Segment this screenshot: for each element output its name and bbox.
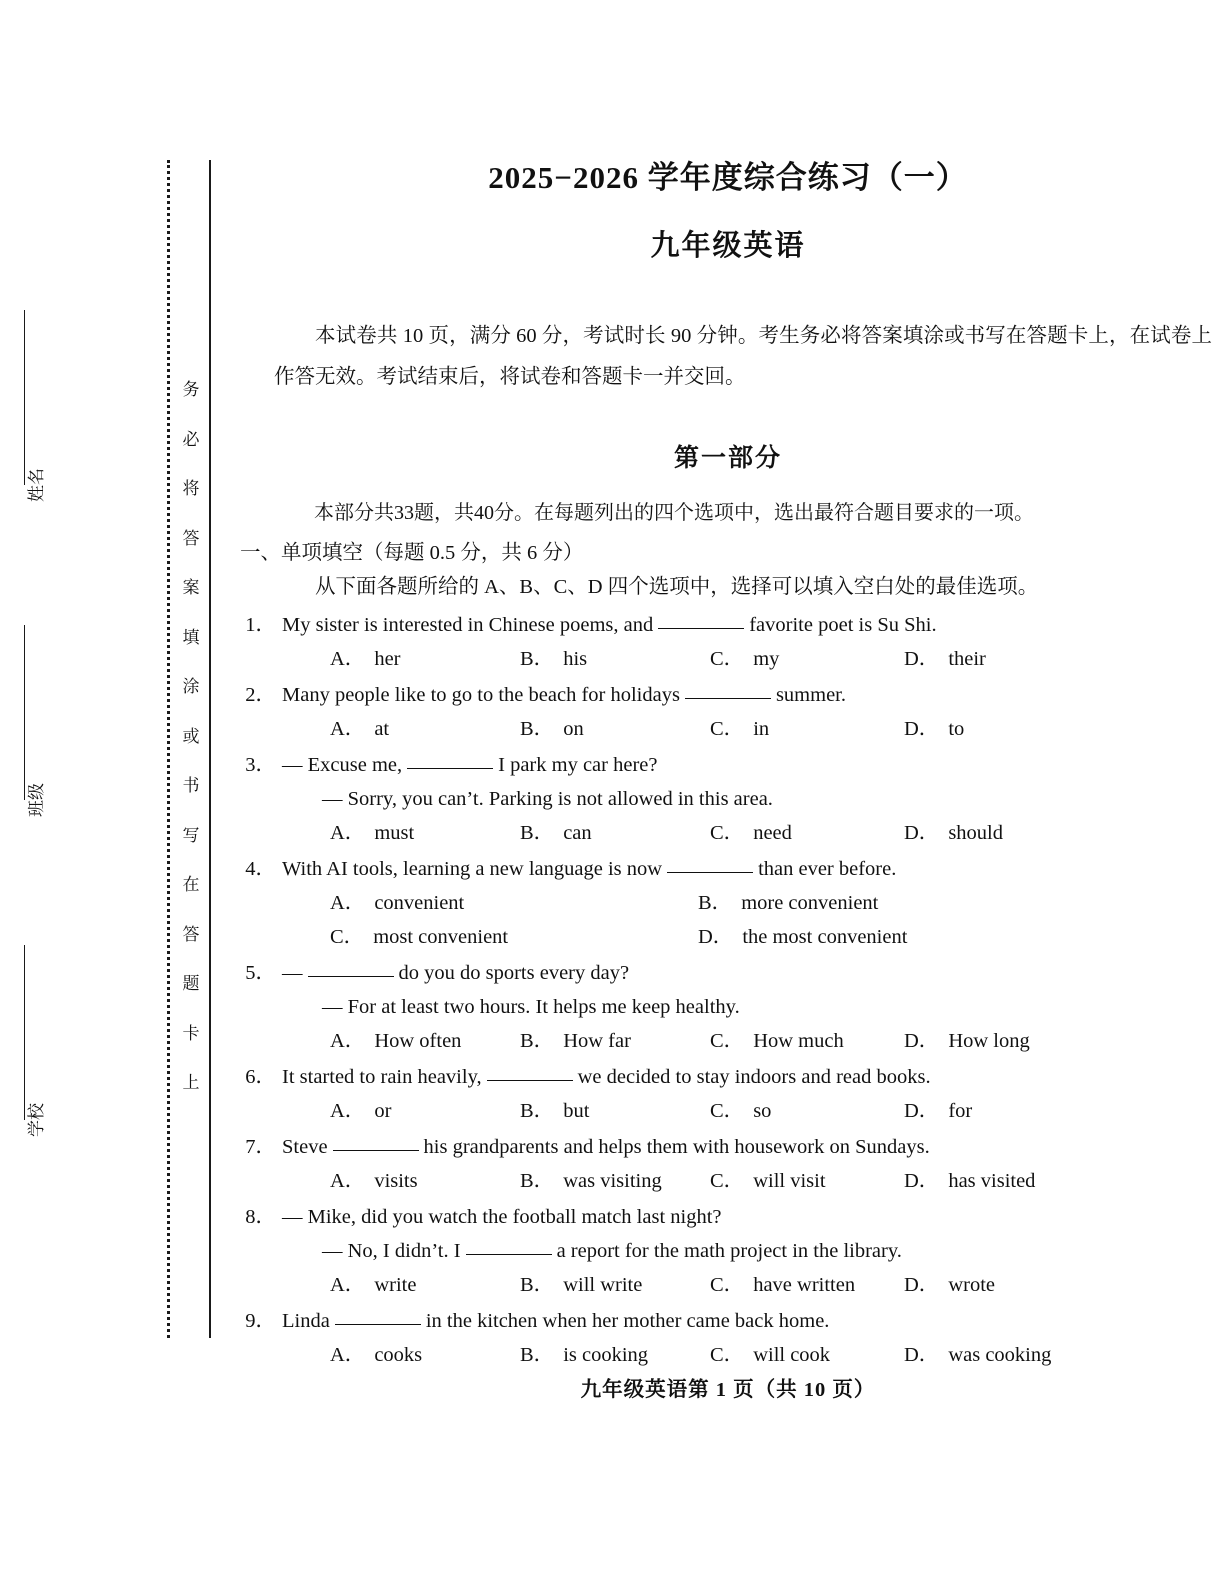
- answer-option[interactable]: [520, 1338, 648, 1372]
- seal-notice-char: 书: [182, 776, 200, 795]
- option-key: C．: [710, 648, 745, 670]
- question-item: [232, 748, 1224, 850]
- option-text: so: [753, 1100, 772, 1122]
- seal-vertical-notice: [176, 365, 206, 1108]
- answer-option[interactable]: [710, 1024, 844, 1058]
- seal-notice-char: 答: [182, 528, 200, 548]
- option-row: [232, 816, 1224, 850]
- question-stem-pre: With AI tools, learning a new language is now: [282, 858, 663, 880]
- seal-notice-char: 或: [182, 726, 200, 746]
- answer-option[interactable]: [330, 920, 508, 954]
- question-stem-pre: — No, I didn’t. I: [322, 1240, 461, 1262]
- option-text: How far: [563, 1030, 631, 1052]
- option-text: convenient: [374, 892, 465, 914]
- seal-notice-char: 在: [182, 875, 200, 894]
- question-number: 9．: [245, 1310, 276, 1332]
- answer-option[interactable]: [520, 712, 584, 746]
- option-key: C．: [710, 1100, 745, 1122]
- option-key: B．: [698, 892, 733, 914]
- answer-option[interactable]: [710, 1094, 771, 1128]
- option-key: D．: [904, 1274, 940, 1296]
- option-text: is cooking: [563, 1344, 649, 1366]
- part-description: 本部分共33题，共40分。在每题列出的四个选项中，选出最符合题目要求的一项。: [314, 502, 1034, 524]
- question-item: [232, 1304, 1224, 1372]
- option-key: C．: [710, 1030, 745, 1052]
- question-stem-pre: — Mike, did you watch the football match last night?: [282, 1206, 722, 1228]
- option-text: was visiting: [563, 1170, 662, 1192]
- option-text: at: [374, 718, 390, 740]
- answer-blank[interactable]: [487, 1080, 573, 1081]
- seal-notice-char: 写: [182, 825, 200, 845]
- answer-blank[interactable]: [685, 698, 771, 699]
- option-text: How often: [374, 1030, 462, 1052]
- option-row: [232, 1164, 1224, 1198]
- section-heading: 一、单项填空（每题 0.5 分，共 6 分）: [240, 542, 584, 564]
- page-footer: 九年级英语第 1 页（共 10 页）: [580, 1379, 876, 1401]
- seal-field-class[interactable]: [0, 625, 170, 817]
- seal-notice-char: 上: [182, 1073, 200, 1092]
- option-key: C．: [710, 718, 745, 740]
- option-key: A．: [330, 718, 366, 740]
- option-text: will visit: [753, 1170, 826, 1192]
- option-key: A．: [330, 1170, 366, 1192]
- question-stem-post: do you do sports every day?: [398, 962, 630, 984]
- question-stem-post: than ever before.: [758, 858, 897, 880]
- seal-field-class-label: 班级: [27, 783, 46, 817]
- answer-option[interactable]: [698, 920, 907, 954]
- question-item: [232, 852, 1224, 954]
- option-key: A．: [330, 648, 366, 670]
- option-key: C．: [710, 1274, 745, 1296]
- seal-field-class-rule: [24, 625, 25, 800]
- question-text-line: [232, 956, 1224, 990]
- answer-option[interactable]: [710, 1164, 826, 1198]
- option-row: [232, 712, 1224, 746]
- answer-blank[interactable]: [308, 976, 394, 977]
- option-text: her: [374, 648, 401, 670]
- answer-option[interactable]: [710, 1268, 855, 1302]
- option-text: write: [374, 1274, 417, 1296]
- option-row: [232, 1094, 1224, 1128]
- option-text: for: [948, 1100, 973, 1122]
- answer-option[interactable]: [904, 642, 986, 676]
- answer-option[interactable]: [520, 1094, 589, 1128]
- question-number: 2．: [245, 684, 276, 706]
- question-number: 1．: [245, 614, 276, 636]
- question-stem-post: a report for the math project in the library.: [556, 1240, 902, 1262]
- question-item: [232, 608, 1224, 676]
- question-text-line: [232, 1234, 1224, 1268]
- seal-notice-char: 必: [182, 429, 200, 449]
- question-text-line: [232, 1130, 1224, 1164]
- answer-option[interactable]: [330, 1164, 418, 1198]
- seal-notice-char: 填: [182, 627, 200, 647]
- option-row: [232, 1338, 1224, 1372]
- question-number: 4．: [245, 858, 276, 880]
- option-key: B．: [520, 718, 555, 740]
- option-text: should: [948, 822, 1003, 844]
- option-text: most convenient: [373, 926, 509, 948]
- question-stem-post: favorite poet is Su Shi.: [749, 614, 937, 636]
- question-stem-pre: Steve: [282, 1136, 328, 1158]
- answer-option[interactable]: [904, 1094, 972, 1128]
- answer-option[interactable]: [710, 642, 779, 676]
- option-key: D．: [698, 926, 734, 948]
- question-number: 5．: [245, 962, 276, 984]
- seal-field-name[interactable]: [0, 310, 170, 502]
- answer-blank[interactable]: [333, 1150, 419, 1151]
- answer-blank[interactable]: [407, 768, 493, 769]
- option-text: his: [563, 648, 588, 670]
- answer-blank[interactable]: [335, 1324, 421, 1325]
- question-stem-post: summer.: [775, 684, 846, 706]
- question-stem-post: I park my car here?: [498, 754, 658, 776]
- answer-option[interactable]: [330, 886, 464, 920]
- option-key: C．: [710, 1344, 745, 1366]
- option-text: have written: [753, 1274, 856, 1296]
- option-text: or: [374, 1100, 392, 1122]
- option-key: B．: [520, 1170, 555, 1192]
- question-text-line: [232, 990, 1224, 1024]
- question-number: 3．: [245, 754, 276, 776]
- option-text: has visited: [948, 1170, 1036, 1192]
- seal-field-name-rule: [24, 310, 25, 485]
- option-key: D．: [904, 1100, 940, 1122]
- part-heading: 第一部分: [673, 444, 782, 472]
- option-text: must: [374, 822, 415, 844]
- question-item: [232, 678, 1224, 746]
- answer-option[interactable]: [710, 816, 792, 850]
- option-key: D．: [904, 1030, 940, 1052]
- question-stem-post: his grandparents and helps them with housework on Sundays.: [423, 1136, 930, 1158]
- section-description: 从下面各题所给的 A、B、C、D 四个选项中，选择可以填入空白处的最佳选项。: [315, 576, 1039, 598]
- option-key: D．: [904, 822, 940, 844]
- option-key: D．: [904, 1170, 940, 1192]
- option-key: C．: [710, 822, 745, 844]
- seal-line-area: [0, 0, 230, 1584]
- answer-option[interactable]: [520, 1164, 662, 1198]
- answer-option[interactable]: [520, 816, 592, 850]
- question-list: [232, 608, 1224, 1372]
- option-text: can: [563, 822, 592, 844]
- question-text-line: [232, 1200, 1224, 1234]
- question-text-line: [232, 748, 1224, 782]
- option-key: C．: [330, 926, 365, 948]
- seal-dotted-rule: [167, 160, 170, 1338]
- question-stem-pre: My sister is interested in Chinese poems, and: [282, 614, 654, 636]
- option-row: [232, 886, 1224, 920]
- option-row: [232, 1024, 1224, 1058]
- question-stem-pre: Many people like to go to the beach for holidays: [282, 684, 680, 706]
- question-item: [232, 956, 1224, 1058]
- option-key: B．: [520, 1030, 555, 1052]
- option-key: B．: [520, 1274, 555, 1296]
- answer-option[interactable]: [330, 712, 389, 746]
- option-text: cooks: [374, 1344, 423, 1366]
- seal-solid-rule: [209, 160, 211, 1338]
- option-key: A．: [330, 1100, 366, 1122]
- option-text: will cook: [753, 1344, 831, 1366]
- option-key: A．: [330, 1344, 366, 1366]
- option-row: [232, 642, 1224, 676]
- seal-notice-char: 务: [182, 380, 200, 399]
- option-text: need: [753, 822, 792, 844]
- question-number: 8．: [245, 1206, 276, 1228]
- option-text: on: [563, 718, 584, 740]
- seal-notice-char: 卡: [182, 1023, 200, 1043]
- seal-field-school[interactable]: [0, 945, 170, 1137]
- question-stem-post: we decided to stay indoors and read books.: [577, 1066, 931, 1088]
- question-stem-pre: — Sorry, you can’t. Parking is not allowed in this area.: [322, 788, 773, 810]
- seal-notice-char: 涂: [182, 677, 200, 696]
- question-text-line: [232, 852, 1224, 886]
- option-key: B．: [520, 648, 555, 670]
- question-item: [232, 1130, 1224, 1198]
- option-key: D．: [904, 648, 940, 670]
- answer-option[interactable]: [330, 642, 401, 676]
- seal-field-name-label: 姓名: [27, 468, 46, 502]
- answer-option[interactable]: [330, 1094, 391, 1128]
- answer-option[interactable]: [904, 1024, 1030, 1058]
- option-key: A．: [330, 1030, 366, 1052]
- seal-field-school-rule: [24, 945, 25, 1120]
- option-key: B．: [520, 822, 555, 844]
- option-key: B．: [520, 1100, 555, 1122]
- answer-option[interactable]: [698, 886, 878, 920]
- question-number: 7．: [245, 1136, 276, 1158]
- question-item: [232, 1200, 1224, 1302]
- exam-paper: [232, 0, 1224, 1584]
- option-key: B．: [520, 1344, 555, 1366]
- option-key: C．: [710, 1170, 745, 1192]
- option-text: my: [753, 648, 780, 670]
- option-text: will write: [563, 1274, 643, 1296]
- question-stem-post: in the kitchen when her mother came back home.: [425, 1310, 830, 1332]
- option-text: visits: [374, 1170, 418, 1192]
- answer-option[interactable]: [520, 1024, 631, 1058]
- option-text: How long: [948, 1030, 1030, 1052]
- question-text-line: [232, 1060, 1224, 1094]
- exam-instructions: 本试卷共 10 页，满分 60 分，考试时长 90 分钟。考生务必将答案填涂或书写在答题卡上，在试卷上作答无效。考试结束后，将试卷和答题卡一并交回。: [274, 325, 1212, 388]
- answer-blank[interactable]: [658, 628, 744, 629]
- answer-option[interactable]: [520, 1268, 642, 1302]
- option-text: How much: [753, 1030, 844, 1052]
- option-row: [232, 920, 1224, 954]
- answer-blank[interactable]: [466, 1254, 552, 1255]
- answer-option[interactable]: [330, 1268, 416, 1302]
- answer-option[interactable]: [520, 642, 587, 676]
- question-text-line: [232, 782, 1224, 816]
- question-text-line: [232, 608, 1224, 642]
- seal-notice-char: 将: [182, 479, 200, 498]
- exam-subtitle: 九年级英语: [650, 230, 806, 262]
- question-stem-pre: Linda: [282, 1310, 330, 1332]
- option-text: to: [948, 718, 965, 740]
- option-key: A．: [330, 1274, 366, 1296]
- answer-option[interactable]: [710, 712, 769, 746]
- exam-title: 2025−2026 学年度综合练习（一）: [488, 160, 968, 195]
- option-text: but: [563, 1100, 590, 1122]
- question-number: 6．: [245, 1066, 276, 1088]
- option-key: D．: [904, 718, 940, 740]
- answer-option[interactable]: [904, 1268, 995, 1302]
- seal-notice-char: 题: [182, 974, 200, 993]
- seal-notice-char: 答: [182, 924, 200, 944]
- answer-option[interactable]: [904, 712, 964, 746]
- option-text: more convenient: [741, 892, 879, 914]
- option-key: A．: [330, 892, 366, 914]
- question-stem-pre: —: [282, 962, 303, 984]
- question-stem-pre: It started to rain heavily,: [282, 1066, 482, 1088]
- option-key: D．: [904, 1344, 940, 1366]
- option-text: wrote: [948, 1274, 995, 1296]
- option-row: [232, 1268, 1224, 1302]
- answer-option[interactable]: [330, 816, 414, 850]
- answer-option[interactable]: [330, 1338, 422, 1372]
- option-text: was cooking: [948, 1344, 1052, 1366]
- answer-option[interactable]: [710, 1338, 830, 1372]
- question-text-line: [232, 678, 1224, 712]
- option-text: their: [948, 648, 986, 670]
- seal-notice-char: 案: [182, 578, 200, 597]
- seal-field-school-label: 学校: [27, 1103, 46, 1137]
- question-stem-pre: — For at least two hours. It helps me keep healthy.: [322, 996, 740, 1018]
- option-key: A．: [330, 822, 366, 844]
- answer-option[interactable]: [904, 1338, 1051, 1372]
- question-text-line: [232, 1304, 1224, 1338]
- question-stem-pre: — Excuse me,: [282, 754, 403, 776]
- question-item: [232, 1060, 1224, 1128]
- answer-option[interactable]: [904, 1164, 1035, 1198]
- answer-option[interactable]: [330, 1024, 461, 1058]
- option-text: in: [753, 718, 770, 740]
- answer-option[interactable]: [904, 816, 1003, 850]
- option-text: the most convenient: [742, 926, 908, 948]
- answer-blank[interactable]: [667, 872, 753, 873]
